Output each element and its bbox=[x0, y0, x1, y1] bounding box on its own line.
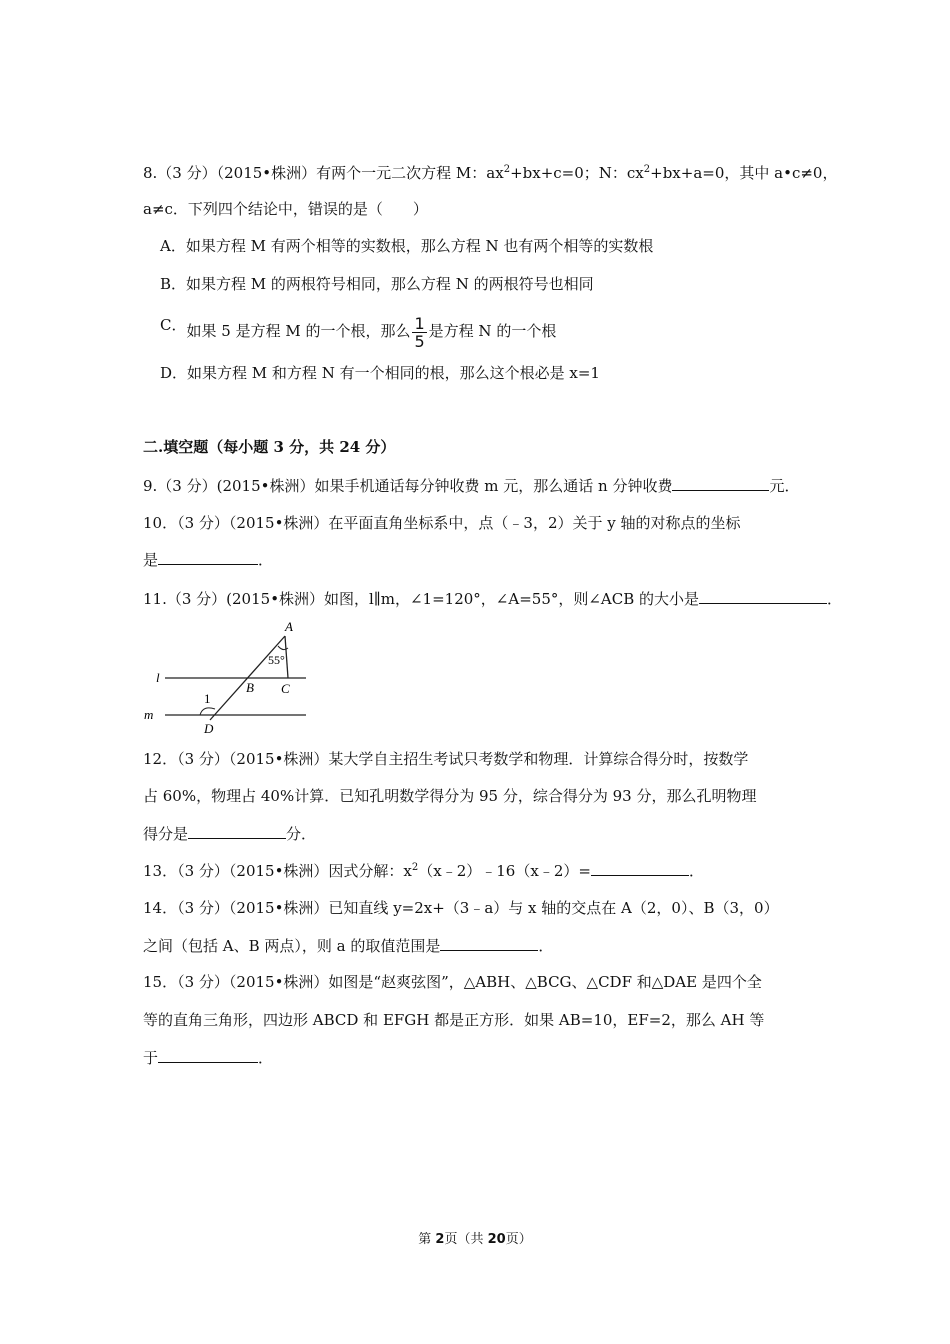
label-l: l bbox=[156, 670, 160, 685]
q8-option-c-label: C． bbox=[160, 316, 187, 334]
fraction-one-fifth bbox=[412, 315, 426, 350]
q14-answer-blank[interactable] bbox=[440, 935, 538, 951]
page-footer bbox=[0, 1228, 950, 1247]
q10-line2 bbox=[143, 549, 273, 570]
label-m: m bbox=[144, 707, 154, 722]
q13-text-post: ． bbox=[688, 862, 704, 880]
q13-text-pre: 13．（3 分）（2015•株洲）因式分解：x bbox=[143, 862, 412, 880]
q9-text-post: 元． bbox=[769, 477, 800, 495]
angle-a-arc bbox=[278, 646, 288, 650]
q8-option-a: A．如果方程 M 有两个相等的实数根，那么方程 N 也有两个相等的实数根 bbox=[160, 237, 654, 255]
q8-option-c bbox=[160, 307, 556, 350]
q11-answer-blank[interactable] bbox=[699, 588, 827, 604]
label-b: B bbox=[246, 680, 254, 695]
footer-text-pre: 第 bbox=[418, 1232, 436, 1247]
q15-text-post: ． bbox=[258, 1049, 274, 1067]
q12-answer-blank[interactable] bbox=[188, 823, 286, 839]
q12-line2: 占 60%，物理占 40%计算．已知孔明数学得分为 95 分，综合得分为 93 分，那么孔明物理 bbox=[143, 787, 757, 805]
q10-answer-blank[interactable] bbox=[158, 549, 258, 565]
q8-text-mid: +bx+c=0；N：cx bbox=[510, 164, 644, 182]
footer-page-number: 2 bbox=[435, 1232, 445, 1247]
q13-text-mid: （x﹣2）﹣16（x﹣2）= bbox=[418, 862, 591, 880]
q12-line3 bbox=[143, 823, 316, 844]
fraction-denominator: 5 bbox=[414, 331, 425, 351]
q14-line2 bbox=[143, 935, 553, 956]
fraction-numerator: 1 bbox=[414, 313, 425, 333]
label-angle-55: 55° bbox=[268, 653, 285, 667]
q8-text-prefix: 8.（3 分）（2015•株洲）有两个一元二次方程 M：ax bbox=[143, 164, 504, 182]
q8-exponent-1: 2 bbox=[503, 164, 511, 175]
q15-text-pre: 于 bbox=[143, 1049, 159, 1067]
q9-text: 9.（3 分）(2015•株洲）如果手机通话每分钟收费 m 元，那么通话 n 分钟收费 bbox=[143, 477, 673, 495]
q8-option-c-pre: 如果 5 是方程 M 的一个根，那么 bbox=[186, 322, 411, 340]
q10-text-pre: 是 bbox=[143, 551, 159, 569]
q12-line1: 12．（3 分）（2015•株洲）某大学自主招生考试只考数学和物理．计算综合得分时，按数学 bbox=[143, 750, 749, 768]
q14-text-post: ． bbox=[538, 937, 554, 955]
q14-text-pre: 之间（包括 A、B 两点），则 a 的取值范围是 bbox=[143, 937, 441, 955]
q8-line1 bbox=[143, 163, 837, 183]
footer-total-pages: 20 bbox=[487, 1232, 506, 1247]
q13-answer-blank[interactable] bbox=[591, 860, 689, 876]
q11-text: 11.（3 分）(2015•株洲）如图，l∥m，∠1=120°，∠A=55°，则∠ACB 的大小是 bbox=[143, 590, 700, 608]
q13-line bbox=[143, 860, 704, 881]
q11-line bbox=[143, 588, 842, 609]
q14-line1: 14．（3 分）（2015•株洲）已知直线 y=2x+（3﹣a）与 x 轴的交点在 A（2，0）、B（3，0） bbox=[143, 899, 779, 917]
q15-line2: 等的直角三角形，四边形 ABCD 和 EFGH 都是正方形．如果 AB=10，EF=2，那么 AH 等 bbox=[143, 1011, 765, 1029]
q8-line2: a≠c．下列四个结论中，错误的是（ ） bbox=[143, 200, 428, 218]
segment-ac bbox=[285, 636, 288, 678]
label-1: 1 bbox=[204, 691, 211, 706]
q11-text-post: ． bbox=[827, 590, 843, 608]
angle-1-arc bbox=[200, 708, 215, 715]
q12-text-post: 分． bbox=[286, 825, 317, 843]
q15-line3 bbox=[143, 1047, 273, 1068]
label-d: D bbox=[204, 721, 214, 736]
label-a: A bbox=[285, 619, 293, 634]
section-heading: 二.填空题（每小题 3 分，共 24 分） bbox=[143, 438, 396, 456]
q15-line1: 15．（3 分）（2015•株洲）如图是“赵爽弦图”，△ABH、△BCG、△CDF 和△DAE 是四个全 bbox=[143, 973, 762, 991]
q8-text-suffix: +bx+a=0，其中 a•c≠0， bbox=[650, 164, 838, 182]
q10-line1: 10．（3 分）（2015•株洲）在平面直角坐标系中，点（﹣3，2）关于 y 轴的对称点的坐标 bbox=[143, 514, 741, 532]
q12-text-pre: 得分是 bbox=[143, 825, 189, 843]
q9-line bbox=[143, 475, 799, 496]
q8-option-c-post: 是方程 N 的一个根 bbox=[428, 322, 557, 340]
q8-exponent-2: 2 bbox=[643, 164, 651, 175]
footer-text-post: 页） bbox=[505, 1232, 532, 1247]
label-c: C bbox=[281, 681, 290, 696]
q10-text-post: ． bbox=[258, 551, 274, 569]
q9-answer-blank[interactable] bbox=[672, 475, 769, 491]
footer-text-mid: 页（共 bbox=[444, 1232, 488, 1247]
q13-exponent: 2 bbox=[411, 862, 419, 873]
q11-figure bbox=[140, 616, 315, 738]
q8-option-b: B．如果方程 M 的两根符号相同，那么方程 N 的两根符号也相同 bbox=[160, 275, 594, 293]
q8-option-d: D．如果方程 M 和方程 N 有一个相同的根，那么这个根必是 x=1 bbox=[160, 364, 600, 382]
q15-answer-blank[interactable] bbox=[158, 1047, 258, 1063]
